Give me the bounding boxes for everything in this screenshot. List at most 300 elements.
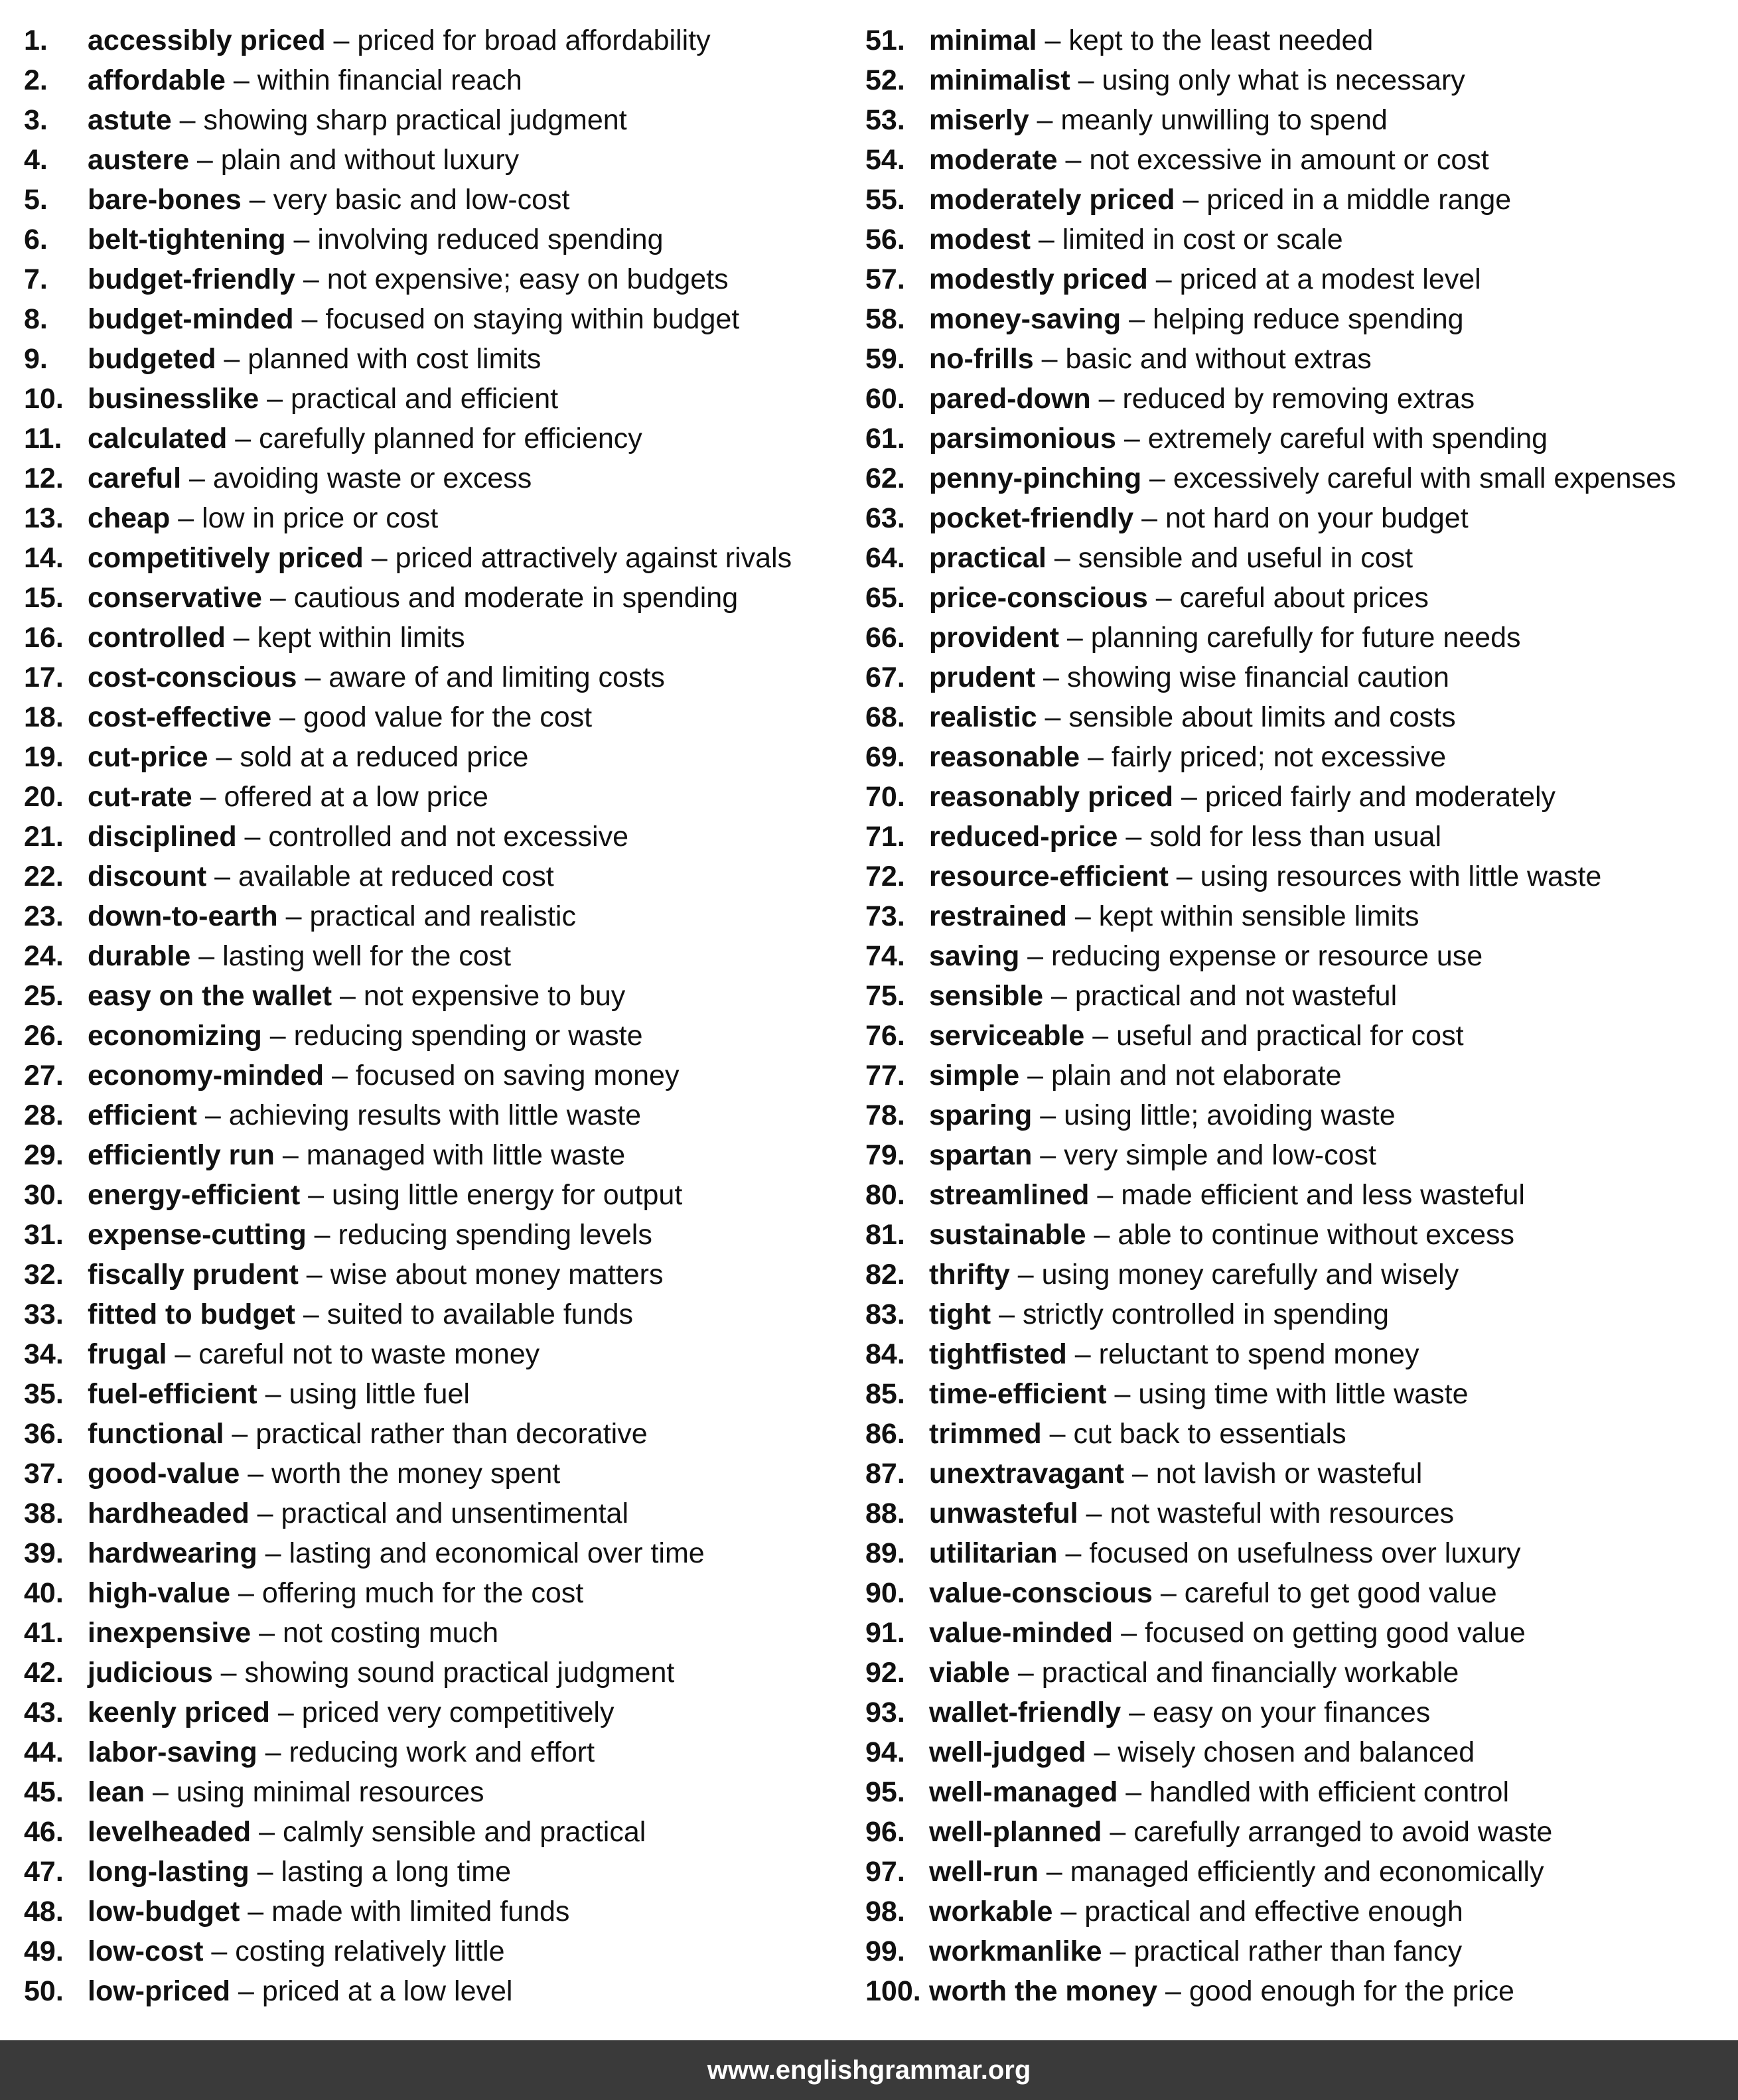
item-separator: – bbox=[190, 940, 223, 972]
list-item bbox=[24, 339, 853, 379]
item-number: 91. bbox=[865, 1617, 905, 1649]
item-separator: – bbox=[1037, 701, 1069, 733]
item-word: low-budget bbox=[88, 1896, 240, 1927]
item-word: easy on the wallet bbox=[88, 980, 332, 1012]
item-word: judicious bbox=[88, 1657, 213, 1689]
item-separator: – bbox=[236, 821, 269, 853]
item-definition: very basic and low-cost bbox=[273, 184, 570, 216]
list-item bbox=[24, 259, 853, 299]
item-definition: using minimal resources bbox=[176, 1776, 484, 1808]
list-item bbox=[24, 1533, 853, 1573]
item-separator: – bbox=[297, 662, 329, 693]
list-item bbox=[865, 1255, 1728, 1295]
item-number: 59. bbox=[865, 343, 905, 375]
item-number: 48. bbox=[24, 1896, 64, 1927]
item-definition: not expensive; easy on budgets bbox=[326, 263, 729, 295]
item-separator: – bbox=[1118, 821, 1150, 853]
item-definition: priced at a modest level bbox=[1179, 263, 1481, 295]
item-definition: practical rather than decorative bbox=[255, 1418, 648, 1450]
item-word: thrifty bbox=[929, 1259, 1010, 1291]
item-word: tight bbox=[929, 1298, 991, 1330]
list-item bbox=[24, 936, 853, 976]
item-definition: reluctant to spend money bbox=[1098, 1338, 1419, 1370]
list-item bbox=[865, 339, 1728, 379]
item-definition: using little fuel bbox=[289, 1378, 470, 1410]
item-definition: wisely chosen and balanced bbox=[1118, 1736, 1475, 1768]
item-definition: very simple and low-cost bbox=[1064, 1139, 1376, 1171]
item-separator: – bbox=[1030, 224, 1062, 255]
item-number: 100. bbox=[865, 1975, 921, 2007]
item-word: astute bbox=[88, 104, 172, 136]
item-word: pocket-friendly bbox=[929, 502, 1134, 534]
item-word: parsimonious bbox=[929, 423, 1116, 455]
list-item bbox=[865, 1693, 1728, 1732]
item-definition: useful and practical for cost bbox=[1116, 1020, 1464, 1052]
item-definition: reducing work and effort bbox=[289, 1736, 595, 1768]
item-word: sustainable bbox=[929, 1219, 1086, 1251]
item-definition: focused on saving money bbox=[355, 1060, 680, 1091]
item-number: 1. bbox=[24, 25, 48, 56]
item-separator: – bbox=[1058, 622, 1091, 654]
item-separator: – bbox=[1168, 861, 1200, 892]
item-number: 88. bbox=[865, 1498, 905, 1529]
item-word: time-efficient bbox=[929, 1378, 1107, 1410]
item-word: cut-price bbox=[88, 741, 208, 773]
item-word: cost-effective bbox=[88, 701, 272, 733]
list-item bbox=[24, 180, 853, 220]
item-separator: – bbox=[1147, 582, 1180, 614]
list-item bbox=[865, 259, 1728, 299]
item-definition: offering much for the cost bbox=[261, 1577, 584, 1609]
item-definition: priced for broad affordability bbox=[357, 25, 711, 56]
item-definition: worth the money spent bbox=[271, 1458, 561, 1490]
list-item bbox=[24, 618, 853, 658]
item-number: 54. bbox=[865, 144, 905, 176]
list-item bbox=[24, 777, 853, 817]
item-definition: using only what is necessary bbox=[1102, 64, 1465, 96]
item-number: 44. bbox=[24, 1736, 64, 1768]
item-word: low-cost bbox=[88, 1935, 204, 1967]
item-number: 13. bbox=[24, 502, 64, 534]
list-item bbox=[865, 658, 1728, 697]
item-separator: – bbox=[1121, 1697, 1153, 1728]
item-definition: using little; avoiding waste bbox=[1064, 1099, 1396, 1131]
item-separator: – bbox=[1052, 1896, 1085, 1927]
item-separator: – bbox=[171, 104, 204, 136]
item-number: 79. bbox=[865, 1139, 905, 1171]
list-item bbox=[24, 1892, 853, 1931]
list-item bbox=[865, 777, 1728, 817]
item-word: unextravagant bbox=[929, 1458, 1124, 1490]
item-definition: practical and financially workable bbox=[1041, 1657, 1459, 1689]
item-number: 40. bbox=[24, 1577, 64, 1609]
item-definition: using money carefully and wisely bbox=[1041, 1259, 1459, 1291]
list-item bbox=[24, 1772, 853, 1812]
item-separator: – bbox=[1152, 1577, 1185, 1609]
item-separator: – bbox=[1046, 542, 1078, 574]
list-item bbox=[865, 976, 1728, 1016]
item-definition: cut back to essentials bbox=[1073, 1418, 1346, 1450]
item-separator: – bbox=[208, 741, 240, 773]
item-number: 21. bbox=[24, 821, 64, 853]
item-word: well-judged bbox=[929, 1736, 1086, 1768]
item-word: trimmed bbox=[929, 1418, 1042, 1450]
item-definition: careful to get good value bbox=[1184, 1577, 1497, 1609]
item-word: hardheaded bbox=[88, 1498, 250, 1529]
item-definition: lasting well for the cost bbox=[222, 940, 512, 972]
item-definition: involving reduced spending bbox=[317, 224, 664, 255]
item-word: well-run bbox=[929, 1856, 1039, 1888]
list-item bbox=[865, 1016, 1728, 1056]
item-separator: – bbox=[306, 1219, 338, 1251]
list-item bbox=[865, 498, 1728, 538]
item-word: economy-minded bbox=[88, 1060, 324, 1091]
list-item bbox=[865, 458, 1728, 498]
item-separator: – bbox=[241, 184, 273, 216]
item-definition: good value for the cost bbox=[303, 701, 593, 733]
item-number: 63. bbox=[865, 502, 905, 534]
item-number: 71. bbox=[865, 821, 905, 853]
item-number: 35. bbox=[24, 1378, 64, 1410]
item-separator: – bbox=[1084, 1020, 1117, 1052]
item-separator: – bbox=[1133, 502, 1166, 534]
item-separator: – bbox=[1033, 343, 1066, 375]
item-separator: – bbox=[277, 900, 310, 932]
item-word: prudent bbox=[929, 662, 1036, 693]
item-word: money-saving bbox=[929, 303, 1122, 335]
list-item bbox=[865, 737, 1728, 777]
item-definition: planned with cost limits bbox=[248, 343, 542, 375]
list-item bbox=[24, 817, 853, 857]
item-word: budgeted bbox=[88, 343, 216, 375]
item-definition: showing sound practical judgment bbox=[244, 1657, 675, 1689]
item-number: 34. bbox=[24, 1338, 64, 1370]
item-number: 26. bbox=[24, 1020, 64, 1052]
item-number: 5. bbox=[24, 184, 48, 216]
item-word: calculated bbox=[88, 423, 228, 455]
item-separator: – bbox=[1080, 741, 1112, 773]
list-item bbox=[24, 896, 853, 936]
item-word: fiscally prudent bbox=[88, 1259, 299, 1291]
item-number: 69. bbox=[865, 741, 905, 773]
item-word: practical bbox=[929, 542, 1047, 574]
list-item bbox=[865, 1175, 1728, 1215]
item-word: moderate bbox=[929, 144, 1058, 176]
item-separator: – bbox=[295, 1298, 327, 1330]
item-definition: using time with little waste bbox=[1138, 1378, 1469, 1410]
footer-website-link[interactable]: www.englishgrammar.org bbox=[707, 2055, 1031, 2085]
item-word: spartan bbox=[929, 1139, 1033, 1171]
item-word: value-conscious bbox=[929, 1577, 1153, 1609]
item-word: utilitarian bbox=[929, 1537, 1058, 1569]
item-separator: – bbox=[285, 224, 318, 255]
item-separator: – bbox=[324, 1060, 356, 1091]
list-item bbox=[865, 1852, 1728, 1892]
item-definition: not lavish or wasteful bbox=[1155, 1458, 1423, 1490]
item-definition: made with limited funds bbox=[271, 1896, 570, 1927]
item-word: viable bbox=[929, 1657, 1010, 1689]
item-separator: – bbox=[167, 1338, 199, 1370]
list-item bbox=[865, 379, 1728, 419]
item-definition: careful about prices bbox=[1179, 582, 1429, 614]
item-number: 7. bbox=[24, 263, 48, 295]
item-word: inexpensive bbox=[88, 1617, 252, 1649]
item-separator: – bbox=[192, 781, 224, 813]
item-number: 9. bbox=[24, 343, 48, 375]
list-item bbox=[865, 936, 1728, 976]
item-separator: – bbox=[1057, 144, 1090, 176]
item-word: minimal bbox=[929, 25, 1037, 56]
item-definition: achieving results with little waste bbox=[228, 1099, 642, 1131]
list-item bbox=[865, 1215, 1728, 1255]
list-item bbox=[24, 379, 853, 419]
item-number: 86. bbox=[865, 1418, 905, 1450]
item-word: cheap bbox=[88, 502, 171, 534]
item-number: 56. bbox=[865, 224, 905, 255]
item-word: well-planned bbox=[929, 1816, 1102, 1848]
item-word: durable bbox=[88, 940, 191, 972]
item-separator: – bbox=[1035, 662, 1067, 693]
list-item bbox=[865, 1533, 1728, 1573]
item-number: 80. bbox=[865, 1179, 905, 1211]
item-separator: – bbox=[1157, 1975, 1189, 2007]
item-number: 28. bbox=[24, 1099, 64, 1131]
list-item bbox=[24, 1255, 853, 1295]
item-definition: practical and realistic bbox=[309, 900, 576, 932]
item-word: simple bbox=[929, 1060, 1020, 1091]
item-number: 52. bbox=[865, 64, 905, 96]
item-separator: – bbox=[240, 1896, 272, 1927]
item-separator: – bbox=[1066, 900, 1099, 932]
item-word: long-lasting bbox=[88, 1856, 250, 1888]
item-word: reasonably priced bbox=[929, 781, 1174, 813]
list-item bbox=[24, 299, 853, 339]
item-word: fuel-efficient bbox=[88, 1378, 257, 1410]
item-definition: extremely careful with spending bbox=[1147, 423, 1548, 455]
item-number: 82. bbox=[865, 1259, 905, 1291]
list-item bbox=[865, 817, 1728, 857]
item-word: price-conscious bbox=[929, 582, 1148, 614]
item-definition: managed efficiently and economically bbox=[1070, 1856, 1544, 1888]
item-definition: lasting and economical over time bbox=[289, 1537, 705, 1569]
item-separator: – bbox=[1019, 940, 1052, 972]
footer-bar bbox=[0, 2040, 1738, 2100]
item-definition: focused on staying within budget bbox=[325, 303, 740, 335]
item-word: worth the money bbox=[929, 1975, 1158, 2007]
list-item bbox=[865, 1454, 1728, 1494]
item-word: careful bbox=[88, 462, 182, 494]
item-number: 25. bbox=[24, 980, 64, 1012]
item-word: controlled bbox=[88, 622, 226, 654]
item-number: 62. bbox=[865, 462, 905, 494]
item-word: efficiently run bbox=[88, 1139, 275, 1171]
list-item bbox=[865, 618, 1728, 658]
item-word: efficient bbox=[88, 1099, 197, 1131]
list-item bbox=[865, 1414, 1728, 1454]
item-definition: practical and efficient bbox=[290, 383, 559, 415]
item-separator: – bbox=[991, 1298, 1023, 1330]
item-word: economizing bbox=[88, 1020, 262, 1052]
item-separator: – bbox=[1102, 1935, 1134, 1967]
item-definition: not hard on your budget bbox=[1165, 502, 1469, 534]
item-separator: – bbox=[1009, 1259, 1042, 1291]
item-word: wallet-friendly bbox=[929, 1697, 1122, 1728]
item-definition: handled with efficient control bbox=[1149, 1776, 1509, 1808]
item-separator: – bbox=[1116, 423, 1148, 455]
item-word: saving bbox=[929, 940, 1020, 972]
item-number: 33. bbox=[24, 1298, 64, 1330]
item-definition: not excessive in amount or cost bbox=[1089, 144, 1489, 176]
item-word: budget-friendly bbox=[88, 263, 295, 295]
item-separator: – bbox=[1032, 1139, 1064, 1171]
left-column bbox=[24, 21, 853, 2011]
item-word: belt-tightening bbox=[88, 224, 286, 255]
list-item bbox=[24, 976, 853, 1016]
item-word: austere bbox=[88, 144, 189, 176]
item-number: 10. bbox=[24, 383, 64, 415]
item-word: sparing bbox=[929, 1099, 1033, 1131]
item-definition: costing relatively little bbox=[235, 1935, 505, 1967]
item-definition: practical and not wasteful bbox=[1074, 980, 1398, 1012]
list-item bbox=[865, 100, 1728, 140]
list-item bbox=[865, 1732, 1728, 1772]
item-separator: – bbox=[274, 1139, 307, 1171]
item-number: 89. bbox=[865, 1537, 905, 1569]
item-separator: – bbox=[206, 861, 238, 892]
item-number: 45. bbox=[24, 1776, 64, 1808]
item-number: 11. bbox=[24, 423, 62, 455]
list-item bbox=[24, 1374, 853, 1414]
item-definition: low in price or cost bbox=[202, 502, 439, 534]
item-word: energy-efficient bbox=[88, 1179, 301, 1211]
item-definition: carefully planned for efficiency bbox=[259, 423, 642, 455]
item-number: 39. bbox=[24, 1537, 64, 1569]
item-separator: – bbox=[1037, 25, 1069, 56]
item-separator: – bbox=[240, 1458, 272, 1490]
item-separator: – bbox=[1173, 781, 1205, 813]
item-number: 84. bbox=[865, 1338, 905, 1370]
list-item bbox=[24, 100, 853, 140]
list-item bbox=[865, 140, 1728, 180]
list-item bbox=[24, 1852, 853, 1892]
list-item bbox=[24, 1215, 853, 1255]
list-item bbox=[865, 578, 1728, 618]
item-definition: practical and unsentimental bbox=[281, 1498, 629, 1529]
item-word: pared-down bbox=[929, 383, 1091, 415]
item-word: miserly bbox=[929, 104, 1029, 136]
item-word: realistic bbox=[929, 701, 1037, 733]
item-definition: suited to available funds bbox=[326, 1298, 634, 1330]
item-word: discount bbox=[88, 861, 207, 892]
list-item bbox=[24, 1931, 853, 1971]
item-separator: – bbox=[298, 1259, 330, 1291]
item-separator: – bbox=[1141, 462, 1173, 494]
item-definition: avoiding waste or excess bbox=[212, 462, 532, 494]
word-list bbox=[0, 21, 1738, 2011]
item-separator: – bbox=[325, 25, 358, 56]
list-item bbox=[865, 1653, 1728, 1693]
item-definition: not expensive to buy bbox=[363, 980, 626, 1012]
item-word: levelheaded bbox=[88, 1816, 252, 1848]
item-definition: priced in a middle range bbox=[1206, 184, 1512, 216]
item-number: 22. bbox=[24, 861, 64, 892]
item-number: 15. bbox=[24, 582, 64, 614]
item-separator: – bbox=[181, 462, 213, 494]
item-separator: – bbox=[1123, 1458, 1156, 1490]
item-separator: – bbox=[332, 980, 364, 1012]
item-definition: priced at a low level bbox=[261, 1975, 513, 2007]
item-number: 23. bbox=[24, 900, 64, 932]
item-word: affordable bbox=[88, 64, 226, 96]
item-word: streamlined bbox=[929, 1179, 1090, 1211]
list-item bbox=[24, 1971, 853, 2011]
item-word: disciplined bbox=[88, 821, 237, 853]
item-definition: practical rather than fancy bbox=[1133, 1935, 1463, 1967]
item-definition: sensible and useful in cost bbox=[1078, 542, 1413, 574]
item-definition: reduced by removing extras bbox=[1122, 383, 1475, 415]
item-definition: lasting a long time bbox=[281, 1856, 512, 1888]
item-separator: – bbox=[1009, 1657, 1042, 1689]
item-word: well-managed bbox=[929, 1776, 1118, 1808]
item-number: 43. bbox=[24, 1697, 64, 1728]
item-number: 93. bbox=[865, 1697, 905, 1728]
item-number: 57. bbox=[865, 263, 905, 295]
item-separator: – bbox=[257, 1378, 289, 1410]
item-definition: not wasteful with resources bbox=[1110, 1498, 1455, 1529]
item-definition: focused on getting good value bbox=[1144, 1617, 1526, 1649]
item-separator: – bbox=[363, 542, 396, 574]
item-word: lean bbox=[88, 1776, 145, 1808]
list-item bbox=[865, 180, 1728, 220]
list-item bbox=[24, 857, 853, 896]
item-definition: planning carefully for future needs bbox=[1090, 622, 1521, 654]
item-number: 18. bbox=[24, 701, 64, 733]
item-number: 4. bbox=[24, 144, 48, 176]
item-number: 97. bbox=[865, 1856, 905, 1888]
item-number: 70. bbox=[865, 781, 905, 813]
item-separator: – bbox=[1043, 980, 1075, 1012]
right-column bbox=[865, 21, 1728, 2011]
item-definition: able to continue without excess bbox=[1118, 1219, 1514, 1251]
item-separator: – bbox=[251, 1617, 283, 1649]
list-item bbox=[865, 1135, 1728, 1175]
list-item bbox=[865, 857, 1728, 896]
item-separator: – bbox=[295, 263, 327, 295]
item-separator: – bbox=[196, 1099, 229, 1131]
item-number: 73. bbox=[865, 900, 905, 932]
item-separator: – bbox=[249, 1856, 281, 1888]
item-separator: – bbox=[1175, 184, 1207, 216]
item-separator: – bbox=[224, 1418, 256, 1450]
item-definition: made efficient and less wasteful bbox=[1121, 1179, 1525, 1211]
list-item bbox=[24, 419, 853, 458]
item-word: labor-saving bbox=[88, 1736, 257, 1768]
item-separator: – bbox=[188, 144, 221, 176]
item-definition: easy on your finances bbox=[1152, 1697, 1431, 1728]
item-word: cut-rate bbox=[88, 781, 192, 813]
item-number: 42. bbox=[24, 1657, 64, 1689]
item-separator: – bbox=[1147, 263, 1180, 295]
item-word: workable bbox=[929, 1896, 1053, 1927]
list-item bbox=[865, 1374, 1728, 1414]
item-word: frugal bbox=[88, 1338, 167, 1370]
item-definition: available at reduced cost bbox=[238, 861, 554, 892]
list-item bbox=[24, 1095, 853, 1135]
item-word: fitted to budget bbox=[88, 1298, 295, 1330]
item-definition: kept to the least needed bbox=[1068, 25, 1374, 56]
item-word: tightfisted bbox=[929, 1338, 1067, 1370]
list-item bbox=[24, 21, 853, 60]
